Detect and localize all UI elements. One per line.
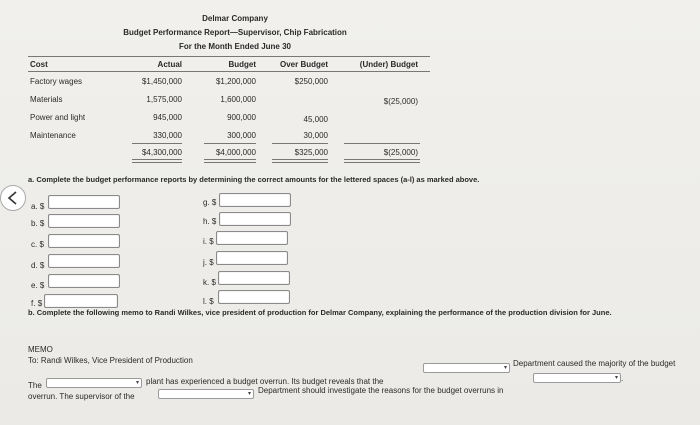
field-f-input[interactable] [44,294,118,308]
col-header-cost: Cost [30,60,48,69]
chevron-left-icon [6,191,20,205]
memo-title: MEMO [28,345,53,354]
row-under: $(25,000) [383,97,418,106]
question-b-text: b. Complete the following memo to Randi Wilkes, vice president of production for Delmar Company, explaining the performance of the production division for June. [28,308,612,317]
row-over: 30,000 [303,131,328,140]
subtotal-rule-under [344,143,420,144]
field-c-label: c. $ [31,240,44,249]
subtotal-rule-over [272,143,328,144]
subtotal-rule-budget [204,143,256,144]
row-over: 45,000 [303,115,328,124]
memo-text-2: plant has experienced a budget overrun. Its budget reveals that the [146,377,384,386]
total-budget: $4,000,000 [215,148,256,157]
field-g-label: g. $ [203,198,217,207]
total-over: $325,000 [294,148,328,157]
memo-to: To: Randi Wilkes, Vice President of Production [28,356,193,365]
header-bottom-rule [28,71,430,72]
memo-text-5: Department should investigate the reasons for the budget overruns in [258,386,504,395]
chevron-down-icon: ▾ [503,365,507,371]
field-g-input[interactable] [219,193,291,207]
cost-dropdown[interactable] [533,373,624,383]
field-d-input[interactable] [48,254,120,268]
field-f-label: f. $ [31,299,43,308]
row-cost: Materials [30,95,63,104]
row-budget: 900,000 [227,113,256,122]
field-b-input[interactable] [48,214,120,228]
field-l-label: l. $ [203,297,214,306]
field-l-input[interactable] [218,290,290,304]
col-header-budget: Budget [228,60,256,69]
field-k-label: k. $ [203,278,216,287]
field-h-input[interactable] [219,212,291,226]
row-budget: 300,000 [227,131,256,140]
row-budget: $1,200,000 [215,77,256,86]
chevron-down-icon: ▾ [614,375,618,381]
row-cost: Power and light [30,113,86,122]
row-cost: Maintenance [30,131,76,140]
company-name: Delmar Company [202,14,268,23]
total-under: $(25,000) [383,148,418,157]
field-e-input[interactable] [48,274,120,288]
total-actual: $4,300,000 [141,148,182,157]
report-period: For the Month Ended June 30 [178,42,291,51]
total-rule-actual [132,159,182,163]
row-actual: 330,000 [153,131,182,140]
memo-text-3: Department caused the majority of the budget [513,359,676,368]
field-j-input[interactable] [216,251,288,265]
memo-text-4: overrun. The supervisor of the [28,392,135,401]
department-dropdown-2[interactable] [158,389,254,399]
field-h-label: h. $ [203,217,217,226]
memo-text-6: . [621,374,624,383]
field-e-label: e. $ [31,281,45,290]
field-j-label: j. $ [203,258,214,267]
memo-text-1: The [28,381,42,390]
col-header-under: (Under) Budget [359,60,418,69]
col-header-actual: Actual [157,60,182,69]
field-a-label: a. $ [31,202,45,211]
field-c-input[interactable] [48,234,120,248]
field-a-input[interactable] [48,195,120,209]
field-d-label: d. $ [31,261,45,270]
field-b-label: b. $ [31,219,45,228]
row-actual: $1,450,000 [141,77,182,86]
total-rule-under [344,159,420,163]
field-k-input[interactable] [218,271,290,285]
header-top-rule [28,56,430,57]
col-header-over: Over Budget [279,60,328,69]
subtotal-rule-actual [132,143,182,144]
field-i-input[interactable] [216,231,288,245]
question-a-text: a. Complete the budget performance reports by determining the correct amounts for the lettered spaces (a-l) as marked above. [28,175,480,184]
field-i-label: i. $ [203,237,214,246]
row-budget: 1,600,000 [220,95,256,104]
chevron-down-icon: ▾ [247,391,251,397]
plant-dropdown[interactable] [46,378,142,388]
row-actual: 945,000 [153,113,182,122]
row-over: $250,000 [294,77,328,86]
report-title: Budget Performance Report—Supervisor, Chip Fabrication [123,28,347,37]
department-dropdown-1[interactable] [423,363,510,373]
back-button[interactable] [0,185,26,211]
total-rule-budget [204,159,256,163]
total-rule-over [272,159,328,163]
row-cost: Factory wages [30,77,83,86]
row-actual: 1,575,000 [146,95,182,104]
chevron-down-icon: ▾ [135,380,139,386]
